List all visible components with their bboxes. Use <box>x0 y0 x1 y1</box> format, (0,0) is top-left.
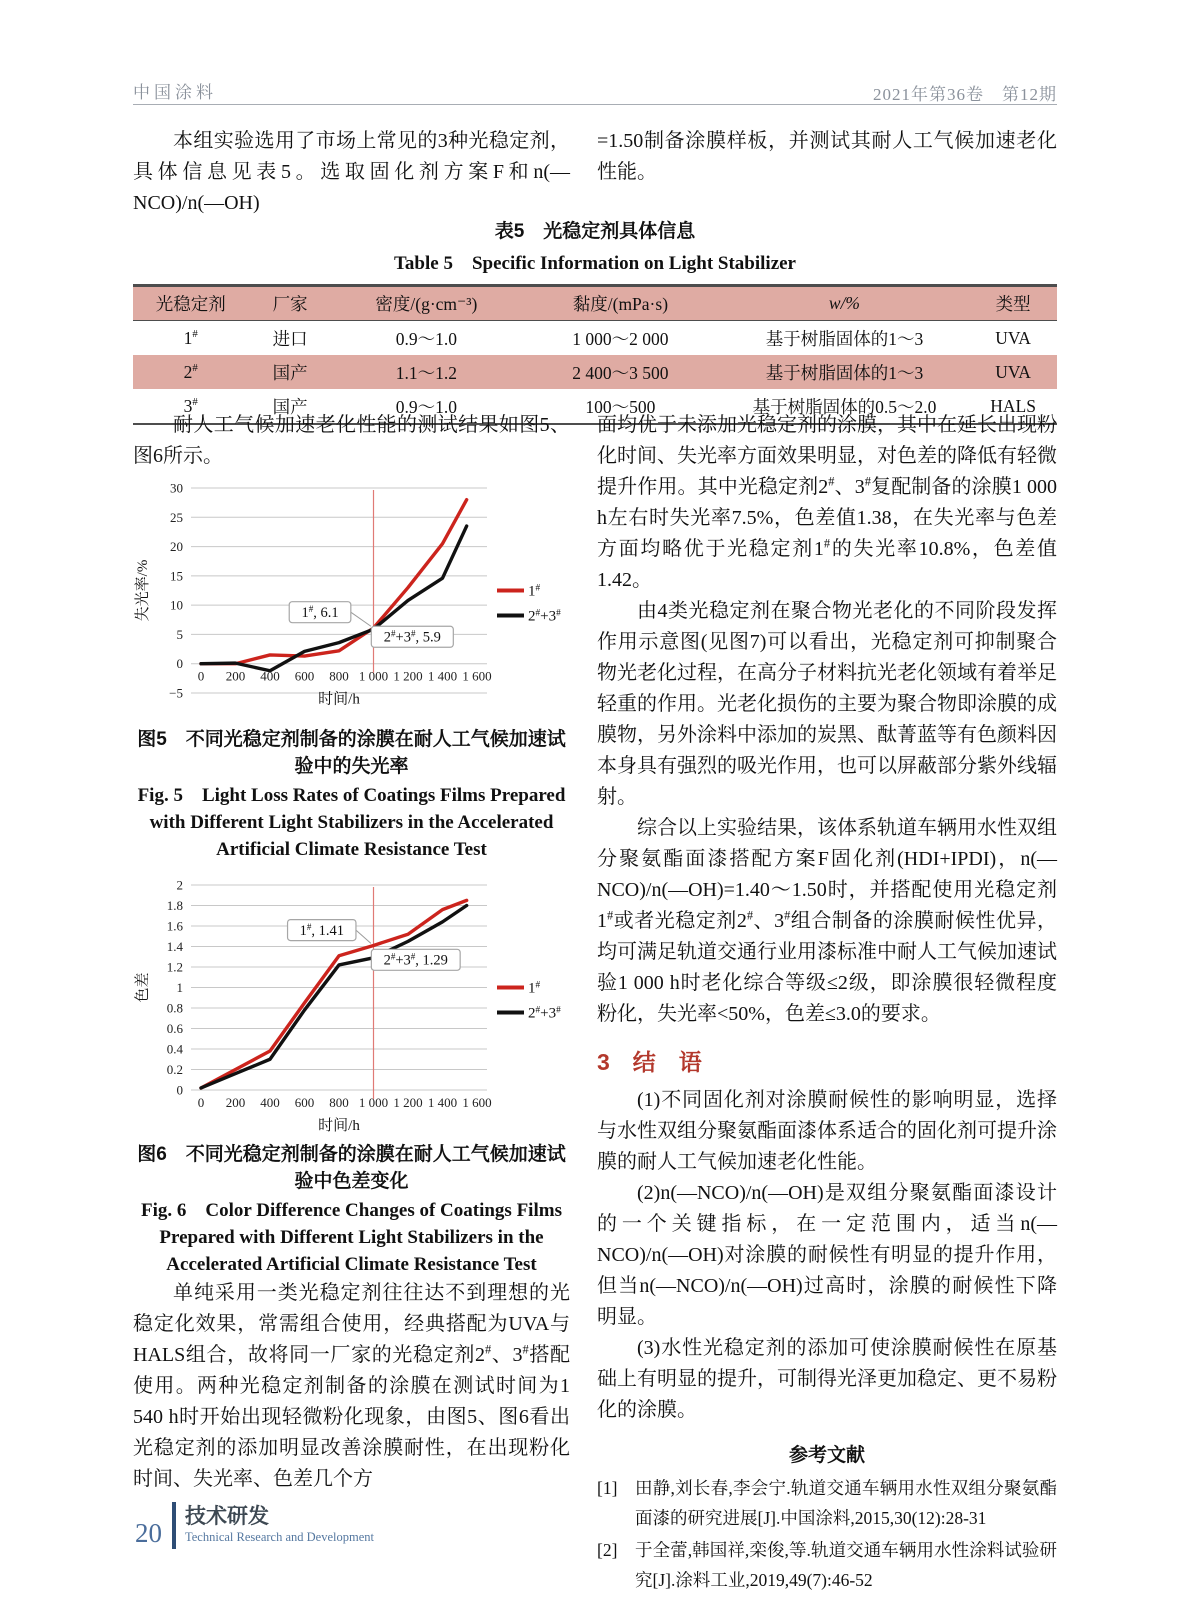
footer-divider-bar <box>172 1502 176 1549</box>
svg-text:0: 0 <box>197 1095 205 1110</box>
fig5-chart <box>133 476 570 722</box>
svg-text:1.6: 1.6 <box>166 918 183 934</box>
svg-text:400: 400 <box>260 668 280 684</box>
table-cell: 2# <box>133 355 249 389</box>
table-cell: 1 000～2 000 <box>572 328 669 349</box>
mechanism-paragraph: 由4类光稳定剂在聚合物光老化的不同阶段发挥作用示意图(见图7)可以看出，光稳定剂可抑制聚合物光老化过程，在高分子材料抗光老化领域有着举足轻重的作用。光老化损伤的主要为聚合物即涂膜的成膜物，另外涂料中添加的炭黑、酞菁蓝等有色颜料因本身具有强烈的吸光作用，也可以屏蔽部分紫外线辐射。 <box>597 600 1057 808</box>
table5-header-row <box>133 286 1057 321</box>
svg-text:1 600: 1 600 <box>462 668 492 684</box>
table-cell: UVA <box>969 355 1057 389</box>
table-cell: 1# <box>183 327 198 348</box>
svg-text:25: 25 <box>170 509 183 525</box>
fig6-chart <box>133 873 570 1137</box>
table-row <box>133 321 1057 356</box>
svg-text:1 200: 1 200 <box>393 668 423 684</box>
table5-header-cell: 黏度/(mPa·s) <box>521 286 720 321</box>
table5-header-cell: 类型 <box>969 286 1057 321</box>
conclusion-item-2: (2)n(—NCO)/n(—OH)是双组分聚氨酯面漆设计的一个关键指标，在一定范围内，适当n(—NCO)/n(—OH)对涂膜的耐候性有明显的提升作用，但当n(—NCO)/n(—OH)过高时，涂膜的耐候性下降明显。 <box>597 1182 1057 1328</box>
svg-text:时间/h: 时间/h <box>318 1118 360 1134</box>
svg-text:1.4: 1.4 <box>166 939 183 954</box>
table5-block <box>133 216 1057 425</box>
svg-text:200: 200 <box>225 668 246 684</box>
left-column <box>133 410 570 1595</box>
intro-paragraph-right: =1.50制备涂膜样板，并测试其耐人工气候加速老化性能。 <box>597 130 1057 183</box>
svg-text:600: 600 <box>294 668 315 684</box>
table-cell: 基于树脂固体的1～3 <box>765 328 924 349</box>
svg-text:600: 600 <box>294 1095 315 1110</box>
svg-text:10: 10 <box>170 597 183 613</box>
table5-header-cell: 光稳定剂 <box>133 286 249 321</box>
page-footer <box>135 1502 374 1549</box>
reference-text: 田静,刘长春,李会宁.轨道交通车辆用水性双组分聚氨酯面漆的研究进展[J].中国涂料,2015,30(12):28-31 <box>635 1478 1057 1528</box>
svg-text:时间/h: 时间/h <box>318 691 360 708</box>
svg-text:1 600: 1 600 <box>462 1095 492 1110</box>
svg-text:2#+3#, 1.29: 2#+3#, 1.29 <box>383 951 448 969</box>
header-rule <box>133 104 1057 105</box>
journal-name: 中国涂料 <box>133 83 217 102</box>
reference-number: [2] <box>597 1540 618 1560</box>
table5-title-zh: 表5 光稳定剂具体信息 <box>494 221 696 242</box>
svg-text:0.6: 0.6 <box>166 1021 183 1036</box>
svg-text:1.2: 1.2 <box>166 959 183 975</box>
svg-text:20: 20 <box>170 539 183 555</box>
intro-paragraph-left: 本组实验选用了市场上常见的3种光稳定剂，具体信息见表5。选取固化剂方案F和n(—NCO)/n(—OH) <box>133 130 570 214</box>
fig5-caption-zh: 图5 不同光稳定剂制备的涂膜在耐人工气候加速试验中的失光率 <box>137 729 566 777</box>
table-cell: 基于树脂固体的0.5～2.0 <box>752 396 937 417</box>
svg-text:0: 0 <box>176 656 183 672</box>
table5 <box>133 284 1057 425</box>
results-continued-paragraph: 面均优于未添加光稳定剂的涂膜，其中在延长出现粉化时间、失光率方面效果明显，对色差的降低有轻微提升作用。其中光稳定剂2#、3#复配制备的涂膜1 000 h左右时失光率7.5%，色差值1.38，在失光率与色差方面均略优于光稳定剂1#的失光率10.8%，色差值1.42。 <box>597 414 1058 591</box>
summary-paragraph: 综合以上实验结果，该体系轨道车辆用水性双组分聚氨酯面漆搭配方案F固化剂(HDI+IPDI)，n(—NCO)/n(—OH)=1.40～1.50时，并搭配使用光稳定剂1#或者光稳定剂2#、3#组合制备的涂膜耐候性优异，均可满足轨道交通行业用漆标准中耐人工气候加速试验1 000 h时老化综合等级≤2级，即涂膜很轻微程度粉化，失光率<50%，色差≤3.0的要求。 <box>597 817 1058 1025</box>
svg-text:5: 5 <box>176 626 183 642</box>
intro-row <box>133 126 1057 219</box>
footer-section <box>185 1505 374 1546</box>
svg-text:0.4: 0.4 <box>166 1041 183 1057</box>
svg-text:1#, 6.1: 1#, 6.1 <box>301 603 339 621</box>
main-columns <box>133 410 1057 1595</box>
svg-text:色差: 色差 <box>135 972 151 1003</box>
svg-text:1#: 1# <box>528 583 541 600</box>
conclusion-heading: 3 结 语 <box>597 1049 702 1075</box>
footer-section-en: Technical Research and Development <box>185 1530 374 1544</box>
svg-text:2: 2 <box>176 877 183 893</box>
svg-text:800: 800 <box>329 1095 349 1110</box>
svg-text:2#+3#: 2#+3# <box>528 1005 561 1022</box>
table-cell: 2 400～3 500 <box>521 355 720 389</box>
reference-item <box>597 1535 1057 1595</box>
table-cell: 基于树脂固体的1～3 <box>720 355 969 389</box>
table-cell: 0.9～1.0 <box>395 328 457 349</box>
table5-header-cell: 密度/(g·cm⁻³) <box>332 286 521 321</box>
results-paragraph: 耐人工气候加速老化性能的测试结果如图5、图6所示。 <box>133 414 570 467</box>
fig5-caption-en: Fig. 5 Light Loss Rates of Coatings Films Prepared with Different Light Stabilizers in the Accelerated Artificial Climate Resistance Test <box>137 785 566 860</box>
table-cell: 100～500 <box>585 396 656 417</box>
svg-text:0: 0 <box>197 668 205 684</box>
table-cell: 3# <box>183 395 198 416</box>
table-cell: 国产 <box>272 396 308 417</box>
svg-text:200: 200 <box>225 1095 246 1110</box>
reference-number: [1] <box>597 1478 618 1498</box>
fig6-caption-zh: 图6 不同光稳定剂制备的涂膜在耐人工气候加速试验中色差变化 <box>137 1144 566 1192</box>
svg-text:0.2: 0.2 <box>166 1062 183 1077</box>
svg-text:−5: −5 <box>169 685 183 701</box>
table5-title-en: Table 5 Specific Information on Light Stabilizer <box>393 253 796 274</box>
table-cell: 进口 <box>272 328 308 349</box>
svg-text:失光率/%: 失光率/% <box>135 559 151 622</box>
svg-text:1.8: 1.8 <box>166 898 183 913</box>
svg-text:2#+3#, 5.9: 2#+3#, 5.9 <box>383 628 441 646</box>
svg-text:1 400: 1 400 <box>427 668 458 684</box>
table-cell: 0.9～1.0 <box>395 396 457 417</box>
table-cell: UVA <box>995 327 1031 348</box>
conclusion-item-3: (3)水性光稳定剂的添加可使涂膜耐候性在原基础上有明显的提升，可制得光泽更加稳定、更不易粉化的涂膜。 <box>597 1337 1057 1421</box>
conclusion-item-1: (1)不同固化剂对涂膜耐候性的影响明显，选择与水性双组分聚氨酯面漆体系适合的固化剂可提升涂膜的耐人工气候加速老化性能。 <box>597 1089 1057 1173</box>
table-cell: 国产 <box>249 355 332 389</box>
footer-section-zh: 技术研发 <box>185 1505 269 1528</box>
reference-item <box>597 1473 1057 1533</box>
svg-text:1 400: 1 400 <box>427 1095 458 1110</box>
svg-text:1#, 1.41: 1#, 1.41 <box>299 921 344 939</box>
issue-info: 2021年第36卷 第12期 <box>873 85 1057 104</box>
svg-text:0.8: 0.8 <box>166 1000 183 1016</box>
svg-text:30: 30 <box>170 480 183 496</box>
svg-text:400: 400 <box>260 1095 280 1110</box>
stabilizer-combination-paragraph: 单纯采用一类光稳定剂往往达不到理想的光稳定化效果，常需组合使用，经典搭配为UVA与HALS组合，故将同一厂家的光稳定剂2#、3#搭配使用。两种光稳定剂制备的涂膜在测试时间为1 540 h时开始出现轻微粉化现象，由图5、图6看出光稳定剂的添加明显改善涂膜耐性，在出现粉化时间、失光率、色差几个方 <box>133 1282 571 1490</box>
svg-text:1: 1 <box>176 980 183 995</box>
table-row <box>133 355 1057 389</box>
svg-text:1#: 1# <box>528 980 541 997</box>
svg-text:0: 0 <box>176 1082 183 1098</box>
right-column <box>597 410 1057 1595</box>
svg-text:1 200: 1 200 <box>393 1095 423 1110</box>
table-cell: HALS <box>990 395 1036 416</box>
reference-text: 于全蕾,韩国祥,栾俊,等.轨道交通车辆用水性涂料试验研究[J].涂料工业,2019,49(7):46-52 <box>635 1540 1057 1590</box>
svg-text:800: 800 <box>329 668 349 684</box>
fig6-caption-en: Fig. 6 Color Difference Changes of Coatings Films Prepared with Different Light Stabilizers in the Accelerated Artificial Climate Resistance Test <box>141 1200 562 1275</box>
table5-header-cell: 厂家 <box>249 286 332 321</box>
svg-text:1 000: 1 000 <box>358 668 389 684</box>
svg-text:1 000: 1 000 <box>358 1095 389 1110</box>
svg-text:15: 15 <box>170 568 183 584</box>
references-title: 参考文献 <box>788 1445 865 1466</box>
table5-header-cell: w/% <box>720 286 969 321</box>
page-number: 20 <box>135 1518 162 1548</box>
svg-text:2#+3#: 2#+3# <box>528 608 561 625</box>
table-cell: 1.1～1.2 <box>332 355 521 389</box>
